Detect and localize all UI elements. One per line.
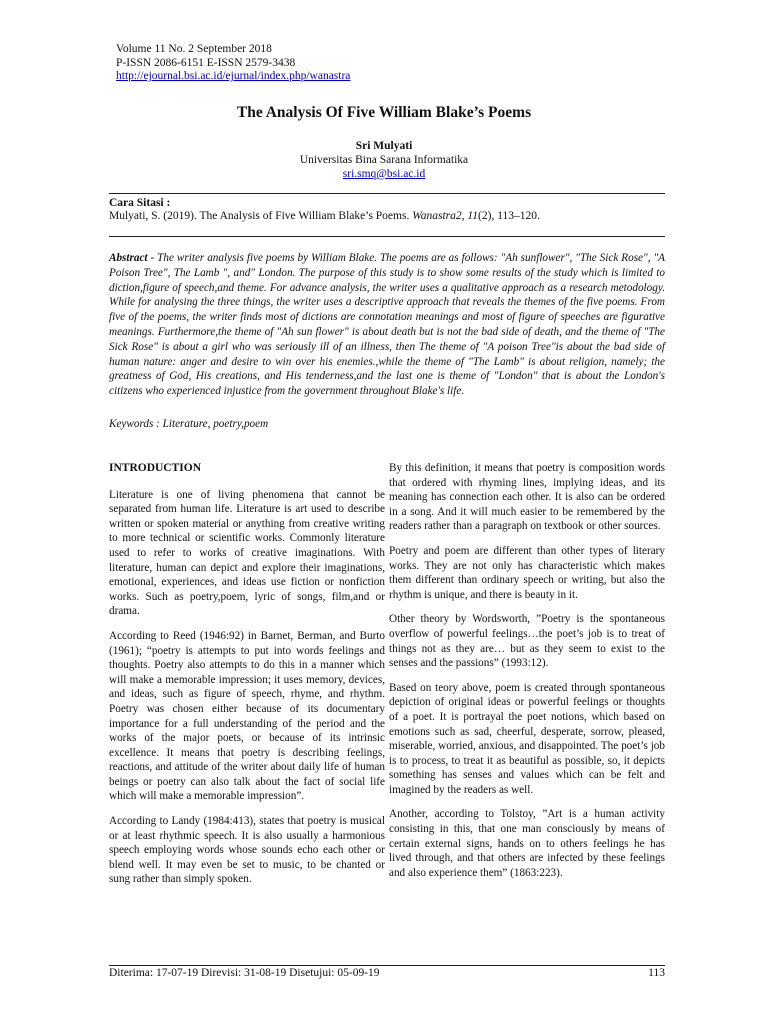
- abstract-text: - The writer analysis five poems by William Blake. The poems are as follows: "Ah sunflower", "The Sick Rose", "A Poison Tree", The Lamb ", and" London. The purpose of this study is to show some results of the study which is limited to diction,figure of speech,and theme. For advance analysis, the writer uses a qualitative approach as a research metodology. While for analysing the three things, the writer uses a descriptive approach that reveals the themes of the five poems. From five of the poems, the writer finds most of dictions are connotation meanings and most of figure of speeches are figurative meanings. Furthermore,the theme of "Ah sun flower" is about death but is not the bad side of death, and the theme of "The Sick Rose" is about a girl who was seriously ill of an illness, then The theme of "A poison Tree"is about the bad side of human nature: anger and desire to win over his enemies.,while the theme of "The Lamb" is about religion, namely; the greatness of God, His creations, and His tenderness,and the last one is theme of "London" that is about the London's citizens who experienced injustice from the government throughout Blake's life.: [109, 252, 665, 398]
- keywords: Keywords : Literature, poetry,poem: [109, 418, 269, 430]
- left-column: [109, 461, 385, 897]
- paragraph: Another, according to Tolstoy, ”Art is a human activity consisting in this, that one man consciously by means of certain external signs, hands on to others feelings he has lived through, and that others are infected by these feelings and also experience them” (1863:223).: [389, 808, 665, 879]
- citation-main: Mulyati, S. (2019). The Analysis of Five William Blake’s Poems.: [109, 210, 413, 222]
- footer-dates: Diterima: 17-07-19 Direvisi: 31-08-19 Disetujui: 05-09-19: [109, 967, 380, 979]
- abstract: [109, 251, 665, 399]
- page-number: 113: [648, 967, 665, 979]
- citation-bottom-rule: [109, 236, 665, 237]
- citation-tail: (2), 113–120.: [478, 210, 540, 222]
- author-name: Sri Mulyati: [355, 140, 413, 152]
- author-block: [0, 139, 768, 181]
- paragraph: According to Landy (1984:413), states that poetry is musical or at least rhythmic speech. It is also usually a harmonious speech employing words whose sounds echo each other or blend well. It may even be set to music, to be chanted or sung rather than simply spoken.: [109, 815, 385, 886]
- article-title: The Analysis Of Five William Blake’s Poems: [236, 104, 532, 121]
- citation-top-rule: [109, 193, 665, 194]
- paragraph: Other theory by Wordsworth, ”Poetry is the spontaneous overflow of powerful feelings…the poet’s job is to treat of things not as they are… but as they seem to exist to the senses and the passions” (1993:12).: [389, 613, 665, 670]
- journal-volume: Volume 11 No. 2 September 2018: [116, 43, 272, 55]
- section-heading-introduction: INTRODUCTION: [109, 462, 202, 474]
- paragraph: Poetry and poem are different than other types of literary works. They are not only has characteristic which makes them different than ordinary speech or writing, but also the rhythm is unique, and there is beauty in it.: [389, 544, 665, 601]
- citation-text: [109, 210, 665, 223]
- journal-issn: P-ISSN 2086-6151 E-ISSN 2579-3438: [116, 56, 296, 69]
- page-footer: [109, 967, 665, 979]
- journal-header: [116, 43, 350, 84]
- journal-url-link[interactable]: http://ejournal.bsi.ac.id/ejurnal/index.php/wanastra: [116, 70, 351, 82]
- author-affiliation: Universitas Bina Sarana Informatika: [299, 154, 469, 166]
- paragraph: Based on teory above, poem is created through spontaneous depiction of original ideas or powerful feelings or thoughts of a poet. It is portrayal the poet notions, which based on emotions such as sad, cheerful, desperate, sorrow, pleased, miserable, worried, anxious, and disappointed. The poet’s job is to process, to treat it as beautiful as possible, so, it depicts something has senses and values which can be felt and imagined by the readers as well.: [389, 681, 665, 796]
- paragraph: By this definition, it means that poetry is composition words that ordered with rhyming lines, implying ideas, and its meaning has connection each other. It is also can be ordered in a song. And it will much easier to be remembered by the readers rather than a paragraph on textbook or other sources.: [389, 462, 665, 533]
- citation-label: Cara Sitasi :: [109, 197, 171, 209]
- citation-block: [109, 197, 665, 223]
- right-column: [389, 461, 665, 890]
- paragraph: According to Reed (1946:92) in Barnet, Berman, and Burto (1961); “poetry is attempts to put into words feelings and thoughts. Poetry also attempts to do this in a manner which will make a memorable impression; it uses memory, devices, and ideas, such as figure of speech, rhyme, and rhythm. Poetry was chosen either because of its documentary importance for a full understanding of the period and the works of the major poets, or because of its intrinsic excellence. It means that poetry is describing feelings, reactions, and attitude of the writer about daily life of human beings or poetry can also talk about the fact of social life which will make a memorable impression”.: [109, 629, 385, 803]
- author-email-link[interactable]: sri.smq@bsi.ac.id: [342, 168, 426, 180]
- citation-journal: Wanastra2, 11: [412, 210, 479, 222]
- abstract-label: Abstract: [109, 252, 148, 264]
- footer-rule: [109, 965, 665, 966]
- paragraph: Literature is one of living phenomena that cannot be separated from human life. Literature is art used to describe written or spoken material or anything from creative writing to more technical or scientific works. Commonly literature used to refer to works of creative imaginations. With literature, human can depict and explore their imaginations, emotional, experiences, and ideas use fiction or nonfiction works. Such as poetry,poem, lyric of songs, film,and or drama.: [109, 488, 385, 618]
